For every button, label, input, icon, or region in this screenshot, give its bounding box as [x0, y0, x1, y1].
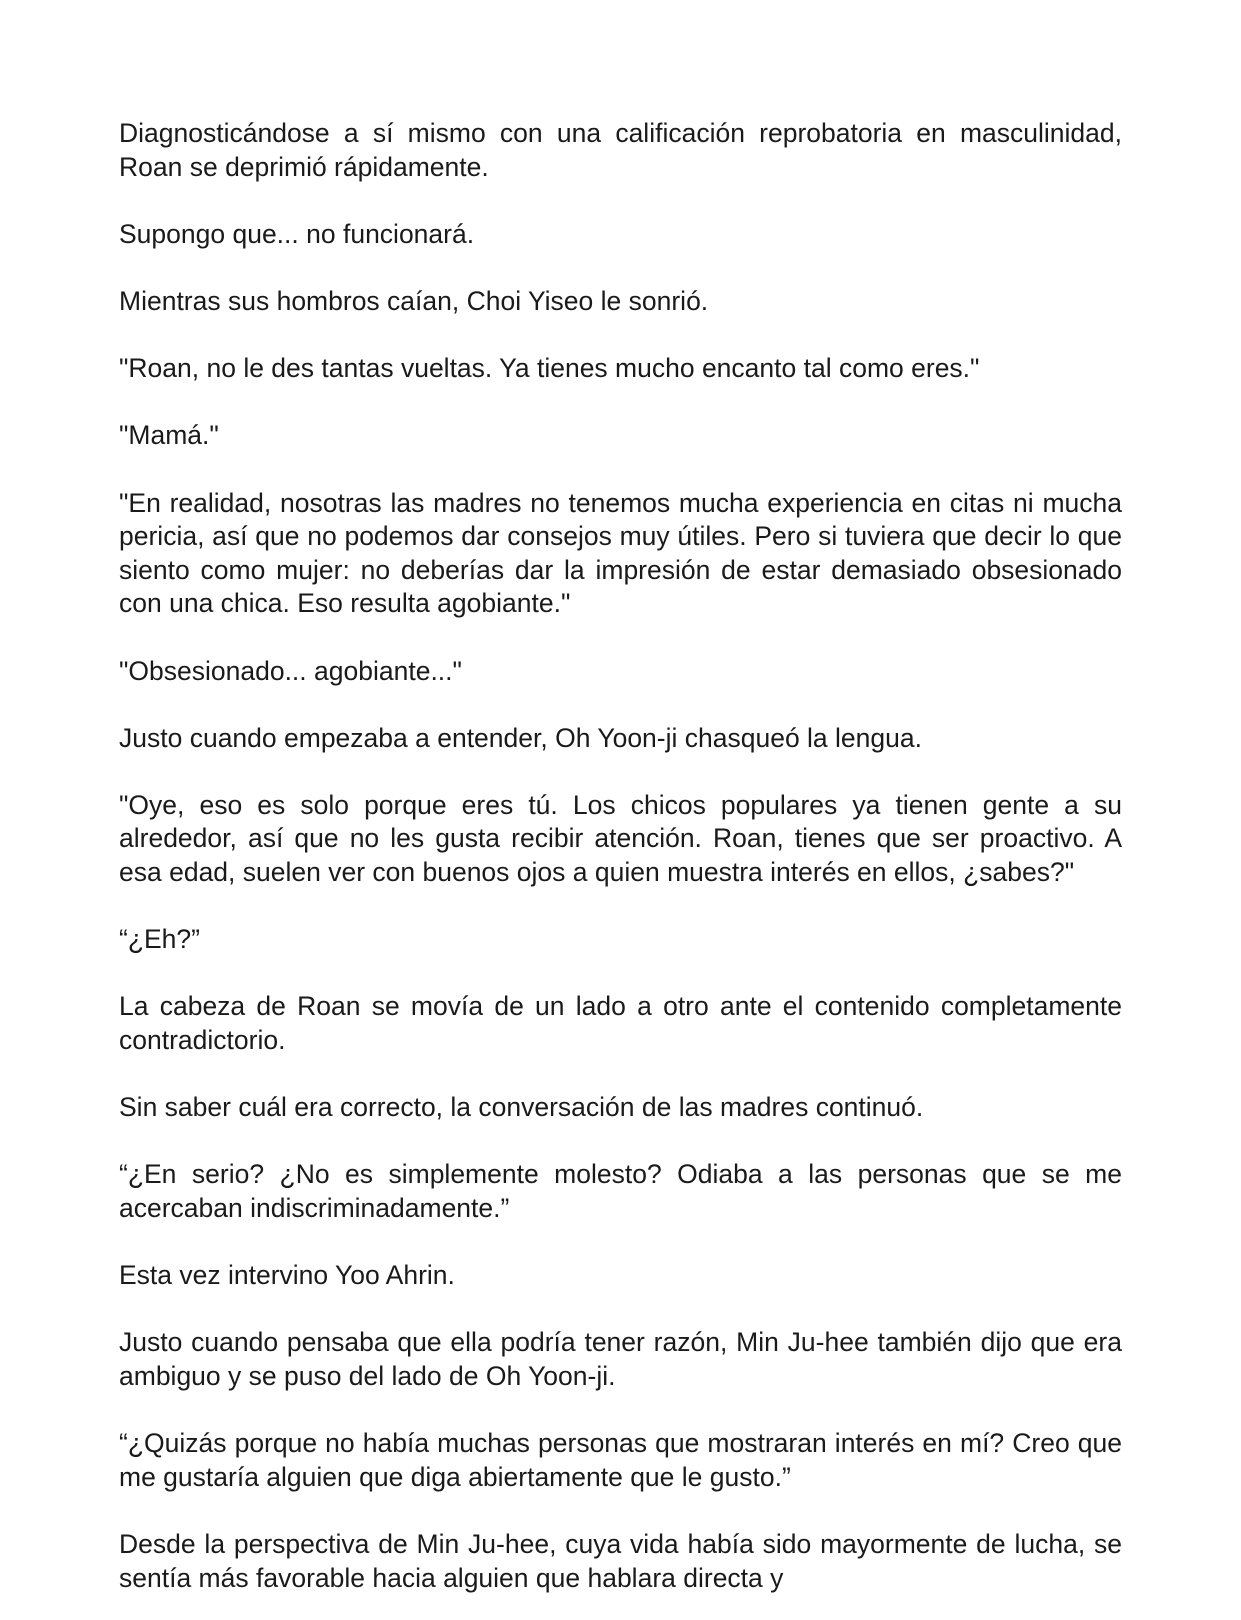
paragraph-4: "Roan, no le des tantas vueltas. Ya tienes mucho encanto tal como eres."	[119, 353, 980, 384]
document-text-body	[119, 117, 1122, 1620]
paragraph-16: “¿Quizás porque no había muchas personas que mostraran interés en mí? Creo que me gustaría alguien que diga abiertamente que le gusto.”	[119, 1428, 1122, 1492]
paragraph-12: Sin saber cuál era correcto, la conversación de las madres continuó.	[119, 1092, 924, 1123]
paragraph-8: Justo cuando empezaba a entender, Oh Yoon-ji chasqueó la lengua.	[119, 722, 922, 753]
paragraph-17: Desde la perspectiva de Min Ju-hee, cuya vida había sido mayormente de lucha, se sentía más favorable hacia alguien que hablara directa y	[119, 1528, 1122, 1593]
paragraph-1: Diagnosticándose a sí mismo con una calificación reprobatoria en masculinidad, Roan se deprimió rápidamente.	[119, 118, 1122, 182]
paragraph-3: Mientras sus hombros caían, Choi Yiseo le sonrió.	[119, 285, 709, 316]
paragraph-11: La cabeza de Roan se movía de un lado a otro ante el contenido completamente contradictorio.	[119, 991, 1122, 1056]
paragraph-13: “¿En serio? ¿No es simplemente molesto? Odiaba a las personas que se me acercaban indiscriminadamente.”	[119, 1159, 1122, 1223]
paragraph-9: "Oye, eso es solo porque eres tú. Los chicos populares ya tienen gente a su alrededor, así que no les gusta recibir atención. Roan, tienes que ser proactivo. A esa edad, suelen ver con buenos ojos a quien muestra interés en ellos, ¿sabes?"	[119, 789, 1122, 888]
paragraph-15: Justo cuando pensaba que ella podría tener razón, Min Ju-hee también dijo que era ambiguo y se puso del lado de Oh Yoon-ji.	[119, 1327, 1122, 1391]
paragraph-7: "Obsesionado... agobiante..."	[119, 655, 462, 686]
paragraph-2: Supongo que... no funcionará.	[119, 218, 475, 249]
paragraph-14: Esta vez intervino Yoo Ahrin.	[119, 1260, 455, 1291]
paragraph-5: "Mamá."	[119, 420, 219, 451]
paragraph-10: “¿Eh?”	[119, 924, 200, 955]
paragraph-6: "En realidad, nosotras las madres no tenemos mucha experiencia en citas ni mucha pericia, así que no podemos dar consejos muy útiles. Pero si tuviera que decir lo que siento como mujer: no deberías dar la impresión de estar demasiado obsesionado con una chica. Eso resulta agobiante."	[119, 487, 1122, 619]
